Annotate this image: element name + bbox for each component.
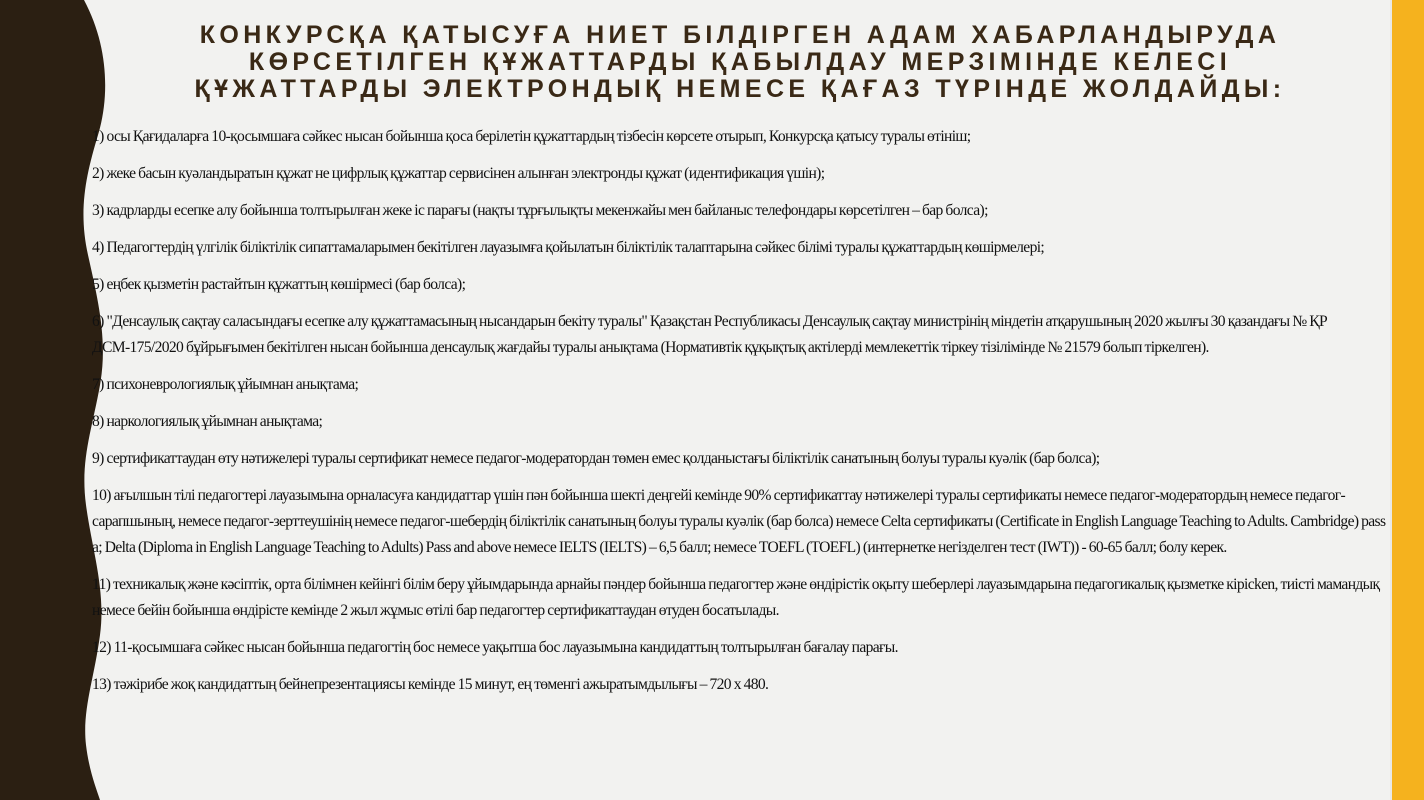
list-item: 9) сертификаттаудан өту нәтижелері туралы сертификат немесе педагог-модератордан төмен емес қолданыстағы біліктілік санатының болуы туралы куәлік (бар болса); bbox=[92, 450, 1100, 467]
accent-side-bar bbox=[1392, 0, 1424, 800]
list-item: 8) наркологиялық ұйымнан анықтама; bbox=[92, 413, 323, 430]
requirements-list bbox=[92, 124, 1392, 709]
list-item: 11) техникалық және кәсіптік, орта білімнен кейінгі білім беру ұйымдарында арнайы пәндер бойынша педагогтер және өндірістік оқыту шеберлері лауазымдарына педагогикалық қызметке кірісken, тиісті мамандық немесе бейін бойынша өндірісте кемінде 2 жыл жұмыс өтілі бар педагогтер сертификаттаудан өтуден босатылады. bbox=[92, 576, 1380, 619]
list-item: 4) Педагогтердің үлгілік біліктілік сипаттамаларымен бекітілген лауазымға қойылатын біліктілік талаптарына сәйкес білімі туралы құжаттардың көшірмелері; bbox=[92, 239, 1045, 256]
slide-title: КОНКУРСҚА ҚАТЫСУҒА НИЕТ БІЛДІРГЕН АДАМ ХАБАРЛАНДЫРУДА КӨРСЕТІЛГЕН ҚҰЖАТТАРДЫ ҚАБЫЛДАУ МЕРЗІМІНДЕ КЕЛЕСІ ҚҰЖАТТАРДЫ ЭЛЕКТРОНДЫҚ НЕМЕСЕ ҚАҒАЗ ТҮРІНДЕ ЖОЛДАЙДЫ: bbox=[194, 21, 1286, 103]
list-item: 5) еңбек қызметін растайтын құжаттың көшірмесі (бар болса); bbox=[92, 276, 466, 293]
list-item: 2) жеке басын куәландыратын құжат не цифрлық құжаттар сервисінен алынған электронды құжат (идентификация үшін); bbox=[92, 165, 825, 182]
list-item: 10) ағылшын тілі педагогтері лауазымына орналасуға кандидаттар үшін пән бойынша шекті деңгейі кемінде 90% сертификаттау нәтижелері туралы сертификаты немесе педагог-модератордың немесе педагог-сарапшының, немесе педагог-зерттеушінің немесе педагог-шебердің біліктілік санатының болуы туралы куәлік (бар болса) немесе Celta сертификаты (Certificate in English Language Teaching to Adults. Cambridge) pass a; Delta (Diploma in English Language Teaching to Adults) Pass and above немесе IELTS (IELTS) – 6,5 балл; немесе TOEFL (TOEFL) (интернетке негізделген тест (IWT)) - 60-65 балл; болу керек. bbox=[92, 487, 1386, 556]
list-item: 12) 11-қосымшаға сәйкес нысан бойынша педагогтің бос немесе уақытша бос лауазымына кандидаттың толтырылған бағалау парағы. bbox=[92, 639, 898, 656]
list-item: 3) кадрларды есепке алу бойынша толтырылған жеке іс парағы (нақты тұрғылықты мекенжайы мен байланыс телефондары көрсетілген – бар болса); bbox=[92, 202, 988, 219]
list-item: 13) тәжірибе жоқ кандидаттың бейнепрезентациясы кемінде 15 минут, ең төменгі ажыратымдылығы – 720 x 480. bbox=[92, 676, 769, 693]
list-item: 1) осы Қағидаларға 10-қосымшаға сәйкес нысан бойынша қоса берілетін құжаттардың тізбесін көрсете отырып, Конкурсқа қатысу туралы өтініш; bbox=[92, 128, 971, 145]
list-item: 6) "Денсаулық сақтау саласындағы есепке алу құжаттамасының нысандарын бекіту туралы" Қазақстан Республикасы Денсаулық сақтау министрінің міндетін атқарушының 2020 жылғы 30 қазандағы № ҚР ДСМ-175/2020 бұйрығымен бекітілген нысан бойынша денсаулық жағдайы туралы анықтама (Нормативтік құқықтық актілерді мемлекеттік тіркеу тізілімінде № 21579 болып тіркелген). bbox=[92, 313, 1327, 356]
list-item: 7) психоневрологиялық ұйымнан анықтама; bbox=[92, 376, 359, 393]
